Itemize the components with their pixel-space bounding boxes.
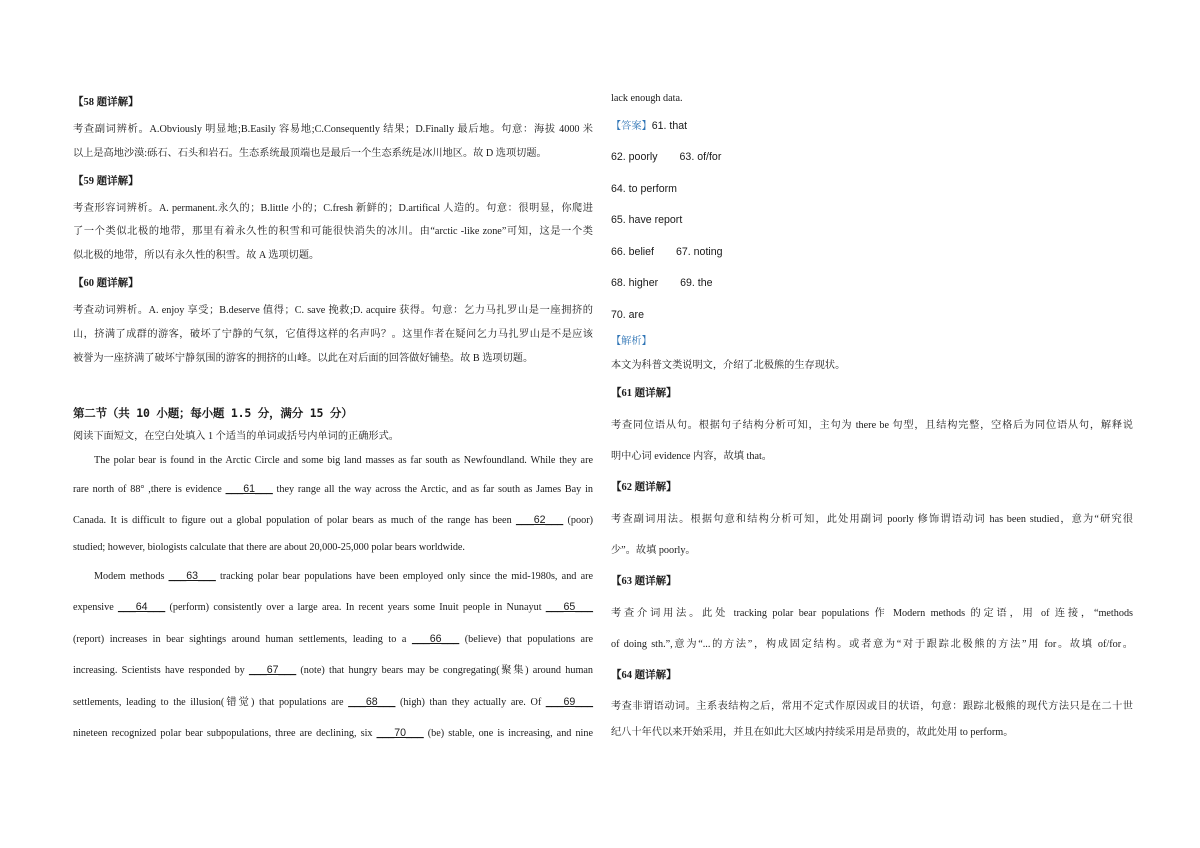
answer-line — [611, 119, 687, 134]
blank-65[interactable]: ___65___ — [545, 601, 593, 613]
blank-66[interactable]: ___66___ — [412, 633, 460, 645]
answer-line — [611, 276, 713, 291]
passage-line: Canada. It is difficult to figure out a global population of polar bears as much of the range has been ___62___ (poor) — [73, 514, 593, 526]
passage-line: (report) increases in bear sightings around human settlements, leading to a ___66___ (believe) that populations are — [73, 633, 593, 645]
q64-explanation-line: 考查非谓语动词。主系表结构之后，常用不定式作原因或目的状语，句意：跟踪北极熊的现代方法只是在二十世 — [611, 701, 1133, 712]
section-instruction: 阅读下面短文，在空白处填入 1 个适当的单词或括号内单词的正确形式。 — [73, 431, 399, 442]
q62-heading: 【62 题详解】 — [611, 482, 677, 493]
blank-64[interactable]: ___64___ — [118, 601, 166, 613]
blank-70[interactable]: ___70___ — [376, 727, 424, 739]
analysis-intro: 本文为科普文类说明文，介绍了北极熊的生存现状。 — [611, 360, 846, 371]
analysis-label: 【解析】 — [611, 336, 652, 347]
q63-heading: 【63 题详解】 — [611, 576, 677, 587]
q61-heading: 【61 题详解】 — [611, 388, 677, 399]
q59-explanation-line: 考查形容词辨析。A. permanent.永久的；B.little 小的；C.fresh 新鲜的；D.artifical 人造的。句意：很明显，你爬进 — [73, 203, 593, 214]
q61-explanation-line: 考查同位语从句。根据句子结构分析可知，主句为 there be 句型，且结构完整，空格后为同位语从句，解释说 — [611, 420, 1133, 431]
q60-explanation-line: 山，挤满了成群的游客，破坏了宁静的气氛，它值得这样的名声吗？。这里作者在疑问乞力马扎罗山是不是应该 — [73, 329, 593, 340]
q58-explanation-line: 考查副词辨析。A.Obviously 明显地;B.Easily 容易地;C.Consequently 结果；D.Finally 最后地。句意：海拔 4000 米 — [73, 124, 593, 135]
q59-explanation-line: 似北极的地带，所以有永久性的积雪。故 A 选项切题。 — [73, 250, 320, 261]
passage-line: The polar bear is found in the Arctic Circle and some big land masses as far south as Newfoundland. While they are — [94, 455, 593, 466]
q64-explanation-line: 纪八十年代以来开始采用，并且在如此大区域内持续采用是昂贵的，故此处用 to perform。 — [611, 727, 1014, 738]
q58-explanation-line: 以上是高地沙漠:砾石、石头和岩石。生态系统最顶端也是最后一个生态系统是冰川地区。故 D 选项切题。 — [73, 148, 547, 159]
passage-line: nineteen recognized polar bear subpopulations, three are declining, six ___70___ (be) stable, one is increasing, and nine — [73, 727, 593, 739]
q63-explanation-line: of doing sth.”,意为“...的方法”，构成固定结构。或者意为“对于跟踪北极熊的方法”用 for。故填 of/for。 — [611, 639, 1133, 650]
answer-62: 62. poorly — [611, 151, 658, 163]
answer-68: 68. higher — [611, 277, 659, 289]
blank-63[interactable]: ___63___ — [168, 570, 216, 582]
passage-line: rare north of 88° ,there is evidence ___61___ they range all the way across the Arctic, and as far south as James Bay in — [73, 483, 594, 495]
q64-heading: 【64 题详解】 — [611, 670, 677, 681]
q62-explanation-line: 考查副词用法。根据句意和结构分析可知，此处用副词 poorly 修饰谓语动词 has been studied，意为“研究很 — [611, 514, 1133, 525]
q63-explanation-line: 考查介词用法。此处 tracking polar bear populations 作 Modern methods 的定语，用 of 连接，“methods — [611, 608, 1133, 619]
passage-line: studied; however, biologists calculate that there are about 20,000-25,000 polar bears worldwide. — [73, 542, 465, 553]
passage-line: Modem methods ___63___ tracking polar bear populations have been employed only since the mid-1980s, and are — [94, 570, 594, 582]
answer-63: 63. of/for — [679, 151, 722, 163]
section-title: 第二节（共 10 小题；每小题 1.5 分，满分 15 分） — [73, 406, 353, 420]
q60-explanation-line: 考查动词辨析。A. enjoy 享受；B.deserve 值得；C. save 挽救;D. acquire 获得。句意：乞力马扎罗山是一座拥挤的 — [73, 305, 593, 316]
blank-67[interactable]: ___67___ — [249, 664, 297, 676]
answer-66: 66. belief — [611, 246, 654, 258]
q61-explanation-line: 明中心词 evidence 内容，故填 that。 — [611, 451, 772, 462]
answer-70: 70. are — [611, 309, 644, 321]
blank-61[interactable]: ___61___ — [225, 483, 273, 495]
blank-69[interactable]: ___69___ — [545, 696, 593, 708]
q59-heading: 【59 题详解】 — [73, 176, 139, 187]
answer-line — [611, 150, 721, 165]
passage-line: increasing. Scientists have responded by ___67___ (note) that hungry bears may be congregating(聚集) around human — [73, 664, 593, 676]
blank-68[interactable]: ___68___ — [348, 696, 396, 708]
blank-62[interactable]: ___62___ — [516, 514, 564, 526]
answer-65: 65. have report — [611, 214, 683, 226]
answer-label: 【答案】 — [611, 121, 652, 132]
passage-line: expensive ___64___ (perform) consistently over a large area. In recent years some Inuit people in Nunayut ___65___ — [73, 601, 593, 613]
answer-61: 61. that — [651, 120, 688, 132]
q60-heading: 【60 题详解】 — [73, 278, 139, 289]
answer-67: 67. noting — [676, 246, 723, 258]
q58-heading: 【58 题详解】 — [73, 97, 139, 108]
answer-line — [611, 245, 723, 260]
passage-continuation: lack enough data. — [611, 93, 683, 104]
passage-line: settlements, leading to the illusion(错觉) that populations are ___68___ (high) than they actually are. Of ___69___ — [73, 696, 593, 708]
q59-explanation-line: 了一个类似北极的地带，那里有着永久性的积雪和可能很快消失的冰川。由“arctic -like zone”可知，这是一个类 — [73, 226, 593, 237]
answer-64: 64. to perform — [611, 183, 677, 195]
q60-explanation-line: 被誉为一座挤满了破坏宁静氛围的游客的拥挤的山峰。以此在对后面的回答做好铺垫。故 B 选项切题。 — [73, 353, 534, 364]
answer-69: 69. the — [680, 277, 713, 289]
q62-explanation-line: 少”。故填 poorly。 — [611, 545, 696, 556]
